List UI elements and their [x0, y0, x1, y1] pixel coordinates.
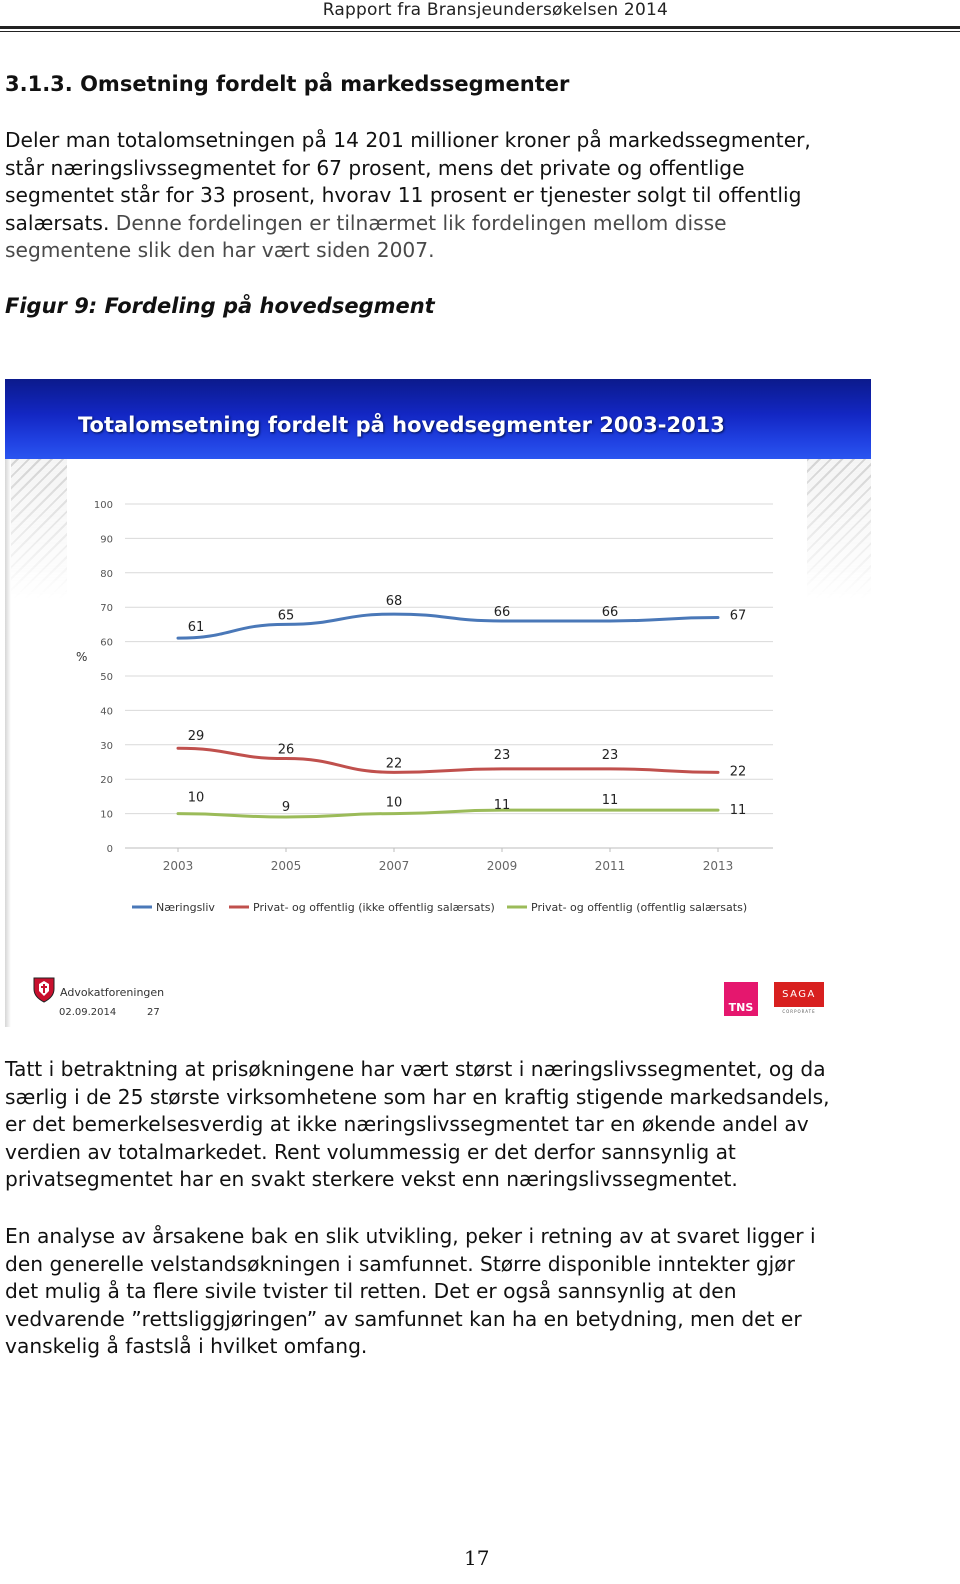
- tns-logo: TNS: [724, 982, 758, 1016]
- x-tick-label: 2007: [378, 859, 410, 873]
- legend-label: Privat- og offentlig (offentlig salærsats): [531, 901, 748, 914]
- page-number: 17: [464, 1546, 490, 1570]
- saga-logo: [774, 982, 824, 1018]
- data-label: 22: [385, 756, 403, 772]
- data-label: 10: [187, 790, 205, 806]
- data-label: 26: [277, 742, 295, 758]
- y-tick-label: 60: [100, 637, 113, 649]
- paragraph-line: verdien av totalmarkedet. Rent volummessig er det derfor sannsynlig at: [5, 1139, 736, 1164]
- paragraph-line: står næringslivssegmentet for 67 prosent, mens det private og offentlige: [5, 155, 745, 180]
- data-label: 11: [601, 793, 619, 809]
- chart-title: Totalomsetning fordelt på hovedsegmenter 2003-2013: [78, 413, 725, 437]
- paragraph-causes: [5, 1223, 950, 1361]
- line-chart: [5, 379, 871, 1027]
- x-tick-label: 2009: [486, 859, 518, 873]
- y-tick-label: 40: [100, 706, 113, 718]
- y-tick-label: 80: [100, 568, 113, 580]
- x-tick-label: 2013: [702, 859, 734, 873]
- chart-data-labels: [188, 594, 747, 818]
- paragraph-line: vedvarende ”rettsliggjøringen” av samfunnet kan ha en betydning, men det er: [5, 1306, 802, 1331]
- figure-caption: Figur 9: Fordeling på hovedsegment: [5, 294, 435, 318]
- chart-legend: [132, 901, 747, 914]
- chart-series: [178, 614, 718, 817]
- section-heading: 3.1.3. Omsetning fordelt på markedssegmenter: [5, 72, 570, 96]
- data-label: 11: [493, 798, 511, 814]
- paragraph-analysis: [5, 1056, 950, 1194]
- paragraph-line: segmentene slik den har vært siden 2007.: [5, 238, 435, 263]
- saga-logo-box: SAGA: [774, 982, 824, 1007]
- chart-gridlines: [125, 504, 773, 848]
- data-label: 23: [493, 747, 511, 763]
- data-label: 65: [277, 608, 295, 624]
- data-label: 61: [187, 620, 205, 636]
- shield-icon: [33, 977, 55, 1003]
- paragraph-intro: [5, 127, 950, 265]
- paragraph-line: den generelle velstandsøkningen i samfunnet. Større disponible inntekter gjør: [5, 1251, 795, 1276]
- saga-logo-subtitle: CORPORATE: [782, 1009, 816, 1014]
- x-tick-label: 2003: [162, 859, 194, 873]
- y-tick-label: 70: [100, 603, 113, 615]
- data-label: 68: [385, 594, 403, 610]
- data-label: 9: [281, 800, 291, 816]
- data-label: 11: [729, 803, 747, 819]
- paragraph-line: privatsegmentet har en svakt sterkere vekst enn næringslivssegmentet.: [5, 1167, 738, 1192]
- running-header: Rapport fra Bransjeundersøkelsen 2014: [322, 0, 668, 20]
- data-label: 10: [385, 795, 403, 811]
- data-label: 23: [601, 747, 619, 763]
- data-label: 66: [601, 604, 619, 620]
- paragraph-line: segmentet står for 33 prosent, hvorav 11 prosent er tjenester solgt til offentlig: [5, 183, 802, 208]
- chart-slide: [5, 379, 871, 1027]
- header-rule-thin: [0, 31, 960, 32]
- y-tick-label: 20: [100, 775, 113, 787]
- legend-label: Næringsliv: [156, 901, 215, 914]
- paragraph-line: Tatt i betraktning at prisøkningene har vært størst i næringslivssegmentet, og da: [5, 1057, 826, 1081]
- chart-y-ticks: [94, 500, 113, 855]
- series-line: [178, 748, 718, 772]
- chart-x-ticks: [163, 848, 734, 873]
- data-label: 29: [187, 729, 205, 745]
- paragraph-line: vanskelig å fastslå i hvilket omfang.: [5, 1334, 368, 1359]
- paragraph-line: særlig i de 25 største virksomhetene som har en kraftig stigende markedsandels,: [5, 1084, 830, 1109]
- x-tick-label: 2011: [594, 859, 626, 873]
- paragraph-line: [5, 210, 950, 238]
- chart-y-axis-label: %: [76, 650, 88, 664]
- paragraph-line: En analyse av årsakene bak en slik utvikling, peker i retning av at svaret ligger i: [5, 1224, 816, 1248]
- paragraph-segment: salærsats.: [5, 210, 110, 235]
- slide-number: 27: [147, 1007, 160, 1018]
- y-tick-label: 50: [100, 672, 113, 683]
- y-tick-label: 30: [100, 740, 113, 752]
- data-label: 66: [493, 604, 511, 620]
- data-label: 22: [729, 764, 747, 780]
- y-tick-label: 90: [100, 534, 113, 546]
- paragraph-line: Deler man totalomsetningen på 14 201 millioner kroner på markedssegmenter,: [5, 128, 811, 152]
- y-tick-label: 100: [93, 500, 113, 511]
- paragraph-line: er det bemerkelsesverdig at ikke næringslivssegmentet tar en økende andel av: [5, 1112, 809, 1137]
- paragraph-segment: Denne fordelingen er tilnærmet lik fordelingen mellom disse: [115, 210, 727, 235]
- y-tick-label: 0: [106, 844, 113, 855]
- header-rule-thick: [0, 26, 960, 29]
- series-line: [178, 614, 718, 638]
- data-label: 67: [729, 608, 747, 624]
- x-tick-label: 2005: [270, 859, 302, 873]
- legend-label: Privat- og offentlig (ikke offentlig salærsats): [253, 901, 495, 914]
- advokatforeningen-name: Advokatforeningen: [60, 986, 165, 999]
- paragraph-line: det mulig å ta flere sivile tvister til retten. Det er også sannsynlig at den: [5, 1279, 737, 1304]
- slide-date: 02.09.2014: [59, 1007, 117, 1018]
- y-tick-label: 10: [100, 809, 113, 821]
